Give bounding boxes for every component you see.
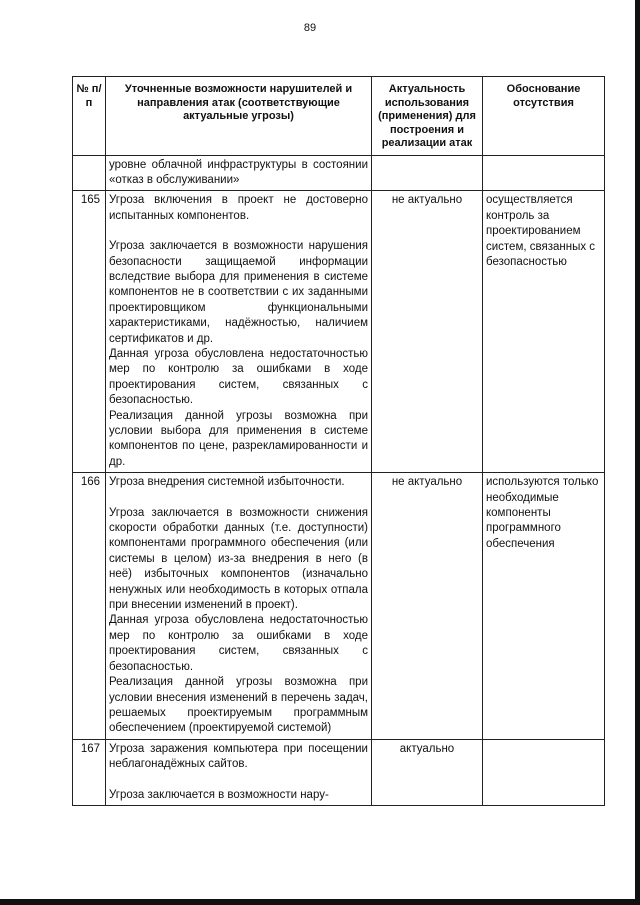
row-description — [106, 473, 372, 740]
row-relevance: не актуально — [372, 191, 483, 473]
threat-paragraph: Данная угроза обусловлена недостаточностью мер по контролю за ошибками в ходе проектирования систем, связанных с безопасностью. — [109, 347, 368, 407]
row-relevance: актуально — [372, 739, 483, 805]
table-header-row — [73, 77, 605, 156]
table-row — [73, 191, 605, 473]
row-description — [106, 191, 372, 473]
table-row — [73, 473, 605, 740]
row-relevance: не актуально — [372, 473, 483, 740]
threats-table — [72, 76, 605, 806]
header-relevance: Актуальность использования (применения) для построения и реализации атак — [372, 77, 483, 156]
threat-title: Угроза внедрения системной избыточности. — [109, 476, 345, 489]
continuation-justification-cell — [483, 155, 605, 191]
scan-edge-right — [635, 0, 640, 905]
page-number: 89 — [303, 22, 317, 34]
threat-paragraph: Данная угроза обусловлена недостаточностью мер по контролю за ошибками в ходе проектирования систем, связанных с безопасностью. — [109, 614, 368, 673]
table-row — [73, 739, 605, 805]
threat-paragraph: Угроза заключается в возможности снижения скорости обработки данных (т.е. доступности) компонентами программного обеспечения (или системы в целом) из-за внедрения в него (в неё) избыточных компонентов (изначально ненужных или необходимость в которых отпала при внесении изменений в проект). — [109, 506, 368, 612]
continuation-num-cell — [73, 155, 106, 191]
header-capabilities: Уточненные возможности нарушителей и направления атак (соответствующие актуальные угрозы) — [106, 77, 372, 156]
threat-title: Угроза заражения компьютера при посещении неблагонадёжных сайтов. — [109, 742, 368, 771]
continuation-text: уровне облачной инфраструктуры в состоянии «отказ в обслуживании» — [109, 158, 368, 186]
row-justification: используются только необходимые компоненты программного обеспечения — [483, 473, 605, 740]
continuation-text-cell — [106, 155, 372, 191]
row-number: 165 — [73, 191, 106, 473]
header-justification: Обоснование отсутствия — [483, 77, 605, 156]
row-number: 166 — [73, 473, 106, 740]
continuation-relevance-cell — [372, 155, 483, 191]
continuation-row — [73, 155, 605, 191]
row-justification: осуществляется контроль за проектированием систем, связанных с безопасностью — [483, 191, 605, 473]
threat-paragraph: Угроза заключается в возможности нарушения безопасности защищаемой информации вследствие выбора для применения в системе компонентов не в соответствии с их заданными проектировщиком функциональными характеристиками, надёжностью, наличием сертификатов и др. — [109, 240, 368, 345]
threat-paragraph: Реализация данной угрозы возможна при условии выбора для применения в системе компонентов по цене, разрекламированности и др. — [109, 409, 368, 468]
scan-edge-bottom — [0, 899, 640, 905]
row-justification — [483, 739, 605, 805]
threat-paragraph: Угроза заключается в возможности нару- — [109, 788, 329, 801]
row-description — [106, 739, 372, 805]
row-number: 167 — [73, 739, 106, 805]
threat-title: Угроза включения в проект не достоверно испытанных компонентов. — [109, 194, 368, 222]
threat-paragraph: Реализация данной угрозы возможна при условии внесения изменений в перечень задач, решаемых проектируемым программным обеспечением (проектируемой системой) — [109, 676, 368, 735]
header-num: № п/п — [73, 77, 106, 156]
